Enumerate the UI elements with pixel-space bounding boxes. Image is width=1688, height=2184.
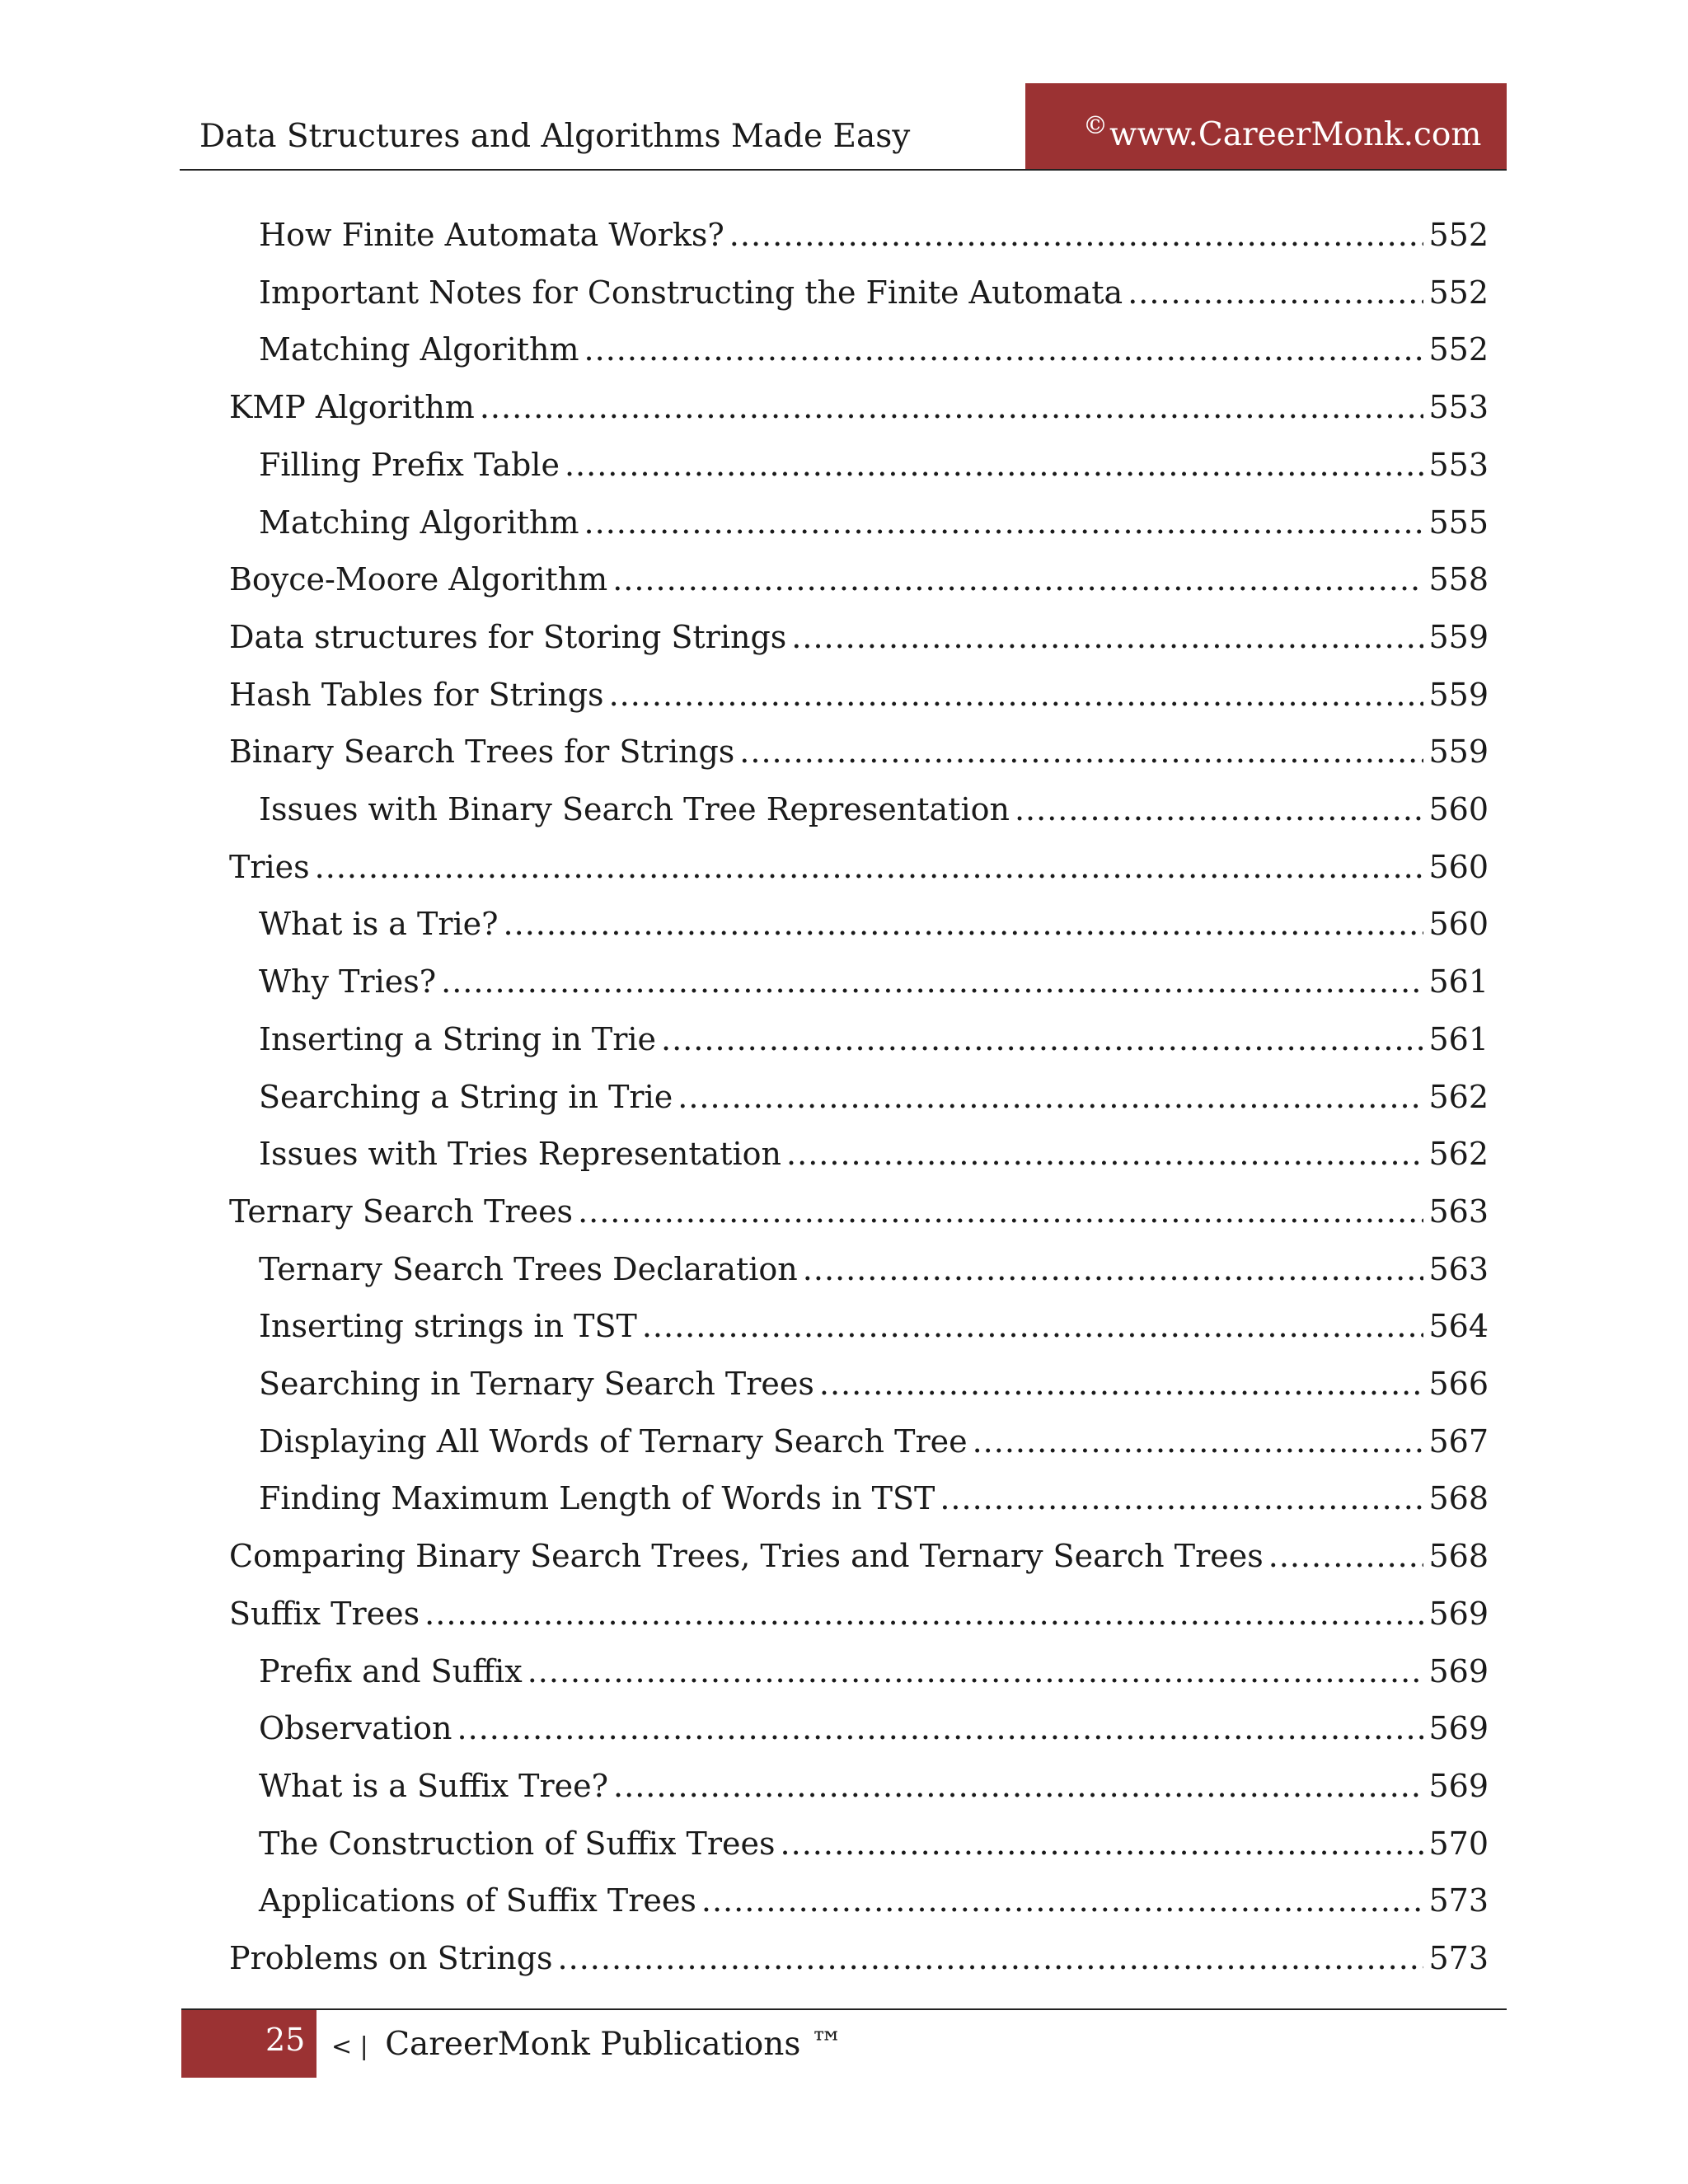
toc-entry[interactable] (229, 559, 1489, 600)
toc-entry[interactable] (259, 1133, 1489, 1174)
publisher-name: CareerMonk Publications ™ (385, 2026, 843, 2063)
toc-entry-label: Ternary Search Trees Declaration (259, 1251, 798, 1287)
toc-entry-page: 561 (1428, 1021, 1489, 1057)
toc-entry-page: 559 (1428, 619, 1489, 655)
toc-dot-leader (441, 961, 1423, 1002)
toc-entry[interactable] (259, 789, 1489, 830)
toc-entry-page: 552 (1428, 331, 1489, 368)
website-badge (1025, 83, 1507, 170)
toc-entry-page: 564 (1428, 1308, 1489, 1344)
toc-entry[interactable] (229, 1191, 1489, 1232)
toc-entry[interactable] (229, 674, 1489, 715)
toc-entry-page: 563 (1428, 1193, 1489, 1230)
toc-entry-label: KMP Algorithm (229, 389, 475, 425)
toc-dot-leader (803, 1249, 1424, 1290)
toc-entry-label: How Finite Automata Works? (259, 217, 724, 253)
toc-dot-leader (739, 731, 1423, 772)
toc-entry[interactable] (259, 272, 1489, 313)
toc-entry-label: Binary Search Trees for Strings (229, 733, 735, 770)
toc-entry-label: Finding Maximum Length of Words in TST (259, 1480, 935, 1516)
toc-entry-page: 569 (1428, 1710, 1489, 1746)
toc-entry-page: 552 (1428, 274, 1489, 311)
toc-entry-page: 569 (1428, 1768, 1489, 1804)
toc-entry-label: Problems on Strings (229, 1940, 553, 1976)
toc-entry-page: 569 (1428, 1653, 1489, 1690)
toc-entry[interactable] (259, 1421, 1489, 1462)
toc-entry-page: 552 (1428, 217, 1489, 253)
toc-dot-leader (1128, 272, 1423, 313)
toc-entry-label: Matching Algorithm (259, 331, 579, 368)
toc-entry-page: 558 (1428, 561, 1489, 598)
toc-dot-leader (786, 1133, 1423, 1174)
website-url: www.CareerMonk.com (1109, 116, 1482, 153)
toc-entry-page: 573 (1428, 1940, 1489, 1976)
toc-entry-label: Prefix and Suffix (259, 1653, 523, 1690)
toc-entry-label: Searching a String in Trie (259, 1079, 673, 1115)
toc-entry-page: 559 (1428, 733, 1489, 770)
toc-entry[interactable] (229, 387, 1489, 428)
copyright-symbol: © (1083, 111, 1108, 140)
running-header-title: Data Structures and Algorithms Made Easy (199, 118, 911, 155)
toc-entry-page: 560 (1428, 849, 1489, 885)
toc-entry[interactable] (259, 961, 1489, 1002)
toc-entry-label: Inserting strings in TST (259, 1308, 637, 1344)
toc-entry[interactable] (259, 903, 1489, 944)
footer-separator: < | (331, 2032, 368, 2061)
toc-entry-page: 560 (1428, 906, 1489, 942)
toc-dot-leader (609, 674, 1424, 715)
toc-dot-leader (457, 1708, 1424, 1749)
toc-entry-label: Searching in Ternary Search Trees (259, 1366, 814, 1402)
toc-dot-leader (584, 502, 1424, 543)
toc-entry[interactable] (229, 1535, 1489, 1577)
toc-entry[interactable] (259, 502, 1489, 543)
toc-entry-label: Ternary Search Trees (229, 1193, 574, 1230)
toc-entry[interactable] (259, 1305, 1489, 1347)
toc-dot-leader (565, 444, 1424, 485)
toc-entry-label: Applications of Suffix Trees (259, 1882, 696, 1919)
toc-entry[interactable] (259, 1019, 1489, 1060)
toc-entry-page: 555 (1428, 504, 1489, 541)
footer-rule (181, 2008, 1507, 2010)
toc-entry-label: Inserting a String in Trie (259, 1021, 657, 1057)
toc-entry-page: 568 (1428, 1538, 1489, 1574)
toc-dot-leader (701, 1880, 1424, 1921)
toc-entry[interactable] (229, 1593, 1489, 1634)
toc-entry[interactable] (229, 616, 1489, 658)
toc-entry-label: Boyce-Moore Algorithm (229, 561, 608, 598)
toc-entry-label: Why Tries? (259, 963, 437, 1000)
toc-entry-label: Issues with Tries Representation (259, 1136, 782, 1172)
toc-dot-leader (819, 1363, 1424, 1404)
toc-dot-leader (973, 1421, 1424, 1462)
toc-entry-page: 570 (1428, 1825, 1489, 1862)
toc-entry-page: 573 (1428, 1882, 1489, 1919)
toc-entry-page: 553 (1428, 389, 1489, 425)
toc-dot-leader (940, 1478, 1423, 1519)
toc-entry-page: 566 (1428, 1366, 1489, 1402)
toc-dot-leader (480, 387, 1424, 428)
toc-dot-leader (661, 1019, 1423, 1060)
footer-publisher (331, 2025, 843, 2067)
toc-dot-leader (642, 1305, 1424, 1347)
toc-entry-label: Tries (229, 849, 310, 885)
toc-dot-leader (528, 1651, 1424, 1692)
toc-entry[interactable] (229, 731, 1489, 772)
toc-entry[interactable] (259, 1249, 1489, 1290)
toc-entry-label: What is a Suffix Tree? (259, 1768, 609, 1804)
toc-entry-label: Data structures for Storing Strings (229, 619, 787, 655)
toc-entry[interactable] (229, 1938, 1489, 1979)
toc-entry-page: 559 (1428, 677, 1489, 713)
toc-entry-label: Comparing Binary Search Trees, Tries and Ternary Search Trees (229, 1538, 1264, 1574)
page-number-badge (181, 2010, 316, 2078)
toc-entry-label: Hash Tables for Strings (229, 677, 604, 713)
toc-entry-page: 568 (1428, 1480, 1489, 1516)
toc-dot-leader (578, 1191, 1423, 1232)
toc-entry-label: Important Notes for Constructing the Finite Automata (259, 274, 1123, 311)
toc-entry-page: 567 (1428, 1423, 1489, 1460)
toc-entry[interactable] (259, 444, 1489, 485)
toc-entry[interactable] (259, 1651, 1489, 1692)
header-rule (180, 169, 1507, 171)
toc-entry-label: Matching Algorithm (259, 504, 579, 541)
toc-entry[interactable] (259, 1765, 1489, 1807)
toc-entry-label: Suffix Trees (229, 1596, 420, 1632)
toc-entry-page: 562 (1428, 1136, 1489, 1172)
toc-entry[interactable] (259, 1363, 1489, 1404)
toc-entry-label: The Construction of Suffix Trees (259, 1825, 776, 1862)
toc-entry-label: Observation (259, 1710, 452, 1746)
toc-dot-leader (729, 214, 1424, 255)
toc-entry-page: 562 (1428, 1079, 1489, 1115)
toc-entry-page: 563 (1428, 1251, 1489, 1287)
toc-entry-page: 569 (1428, 1596, 1489, 1632)
toc-entry-page: 561 (1428, 963, 1489, 1000)
toc-dot-leader (612, 559, 1423, 600)
toc-dot-leader (613, 1765, 1423, 1807)
toc-entry[interactable] (259, 1880, 1489, 1921)
toc-entry-label: Issues with Binary Search Tree Representation (259, 791, 1010, 827)
toc-dot-leader (558, 1938, 1424, 1979)
toc-dot-leader (315, 846, 1424, 888)
toc-dot-leader (1268, 1535, 1424, 1577)
toc-dot-leader (504, 903, 1424, 944)
toc-dot-leader (1015, 789, 1424, 830)
toc-dot-leader (781, 1823, 1424, 1864)
toc-entry-label: Filling Prefix Table (259, 447, 560, 483)
toc-entry-page: 553 (1428, 447, 1489, 483)
page-number: 25 (265, 2022, 306, 2058)
toc-entry[interactable] (259, 1478, 1489, 1519)
toc-dot-leader (584, 329, 1424, 370)
toc-entry[interactable] (259, 1823, 1489, 1864)
toc-dot-leader (678, 1076, 1423, 1118)
toc-entry[interactable] (229, 846, 1489, 888)
toc-entry-label: What is a Trie? (259, 906, 499, 942)
toc-entry-page: 560 (1428, 791, 1489, 827)
toc-dot-leader (791, 616, 1423, 658)
toc-entry[interactable] (259, 329, 1489, 370)
toc-dot-leader (424, 1593, 1423, 1634)
toc-entry-label: Displaying All Words of Ternary Search Tree (259, 1423, 968, 1460)
toc-entry[interactable] (259, 214, 1489, 255)
toc-entry[interactable] (259, 1076, 1489, 1118)
toc-entry[interactable] (259, 1708, 1489, 1749)
